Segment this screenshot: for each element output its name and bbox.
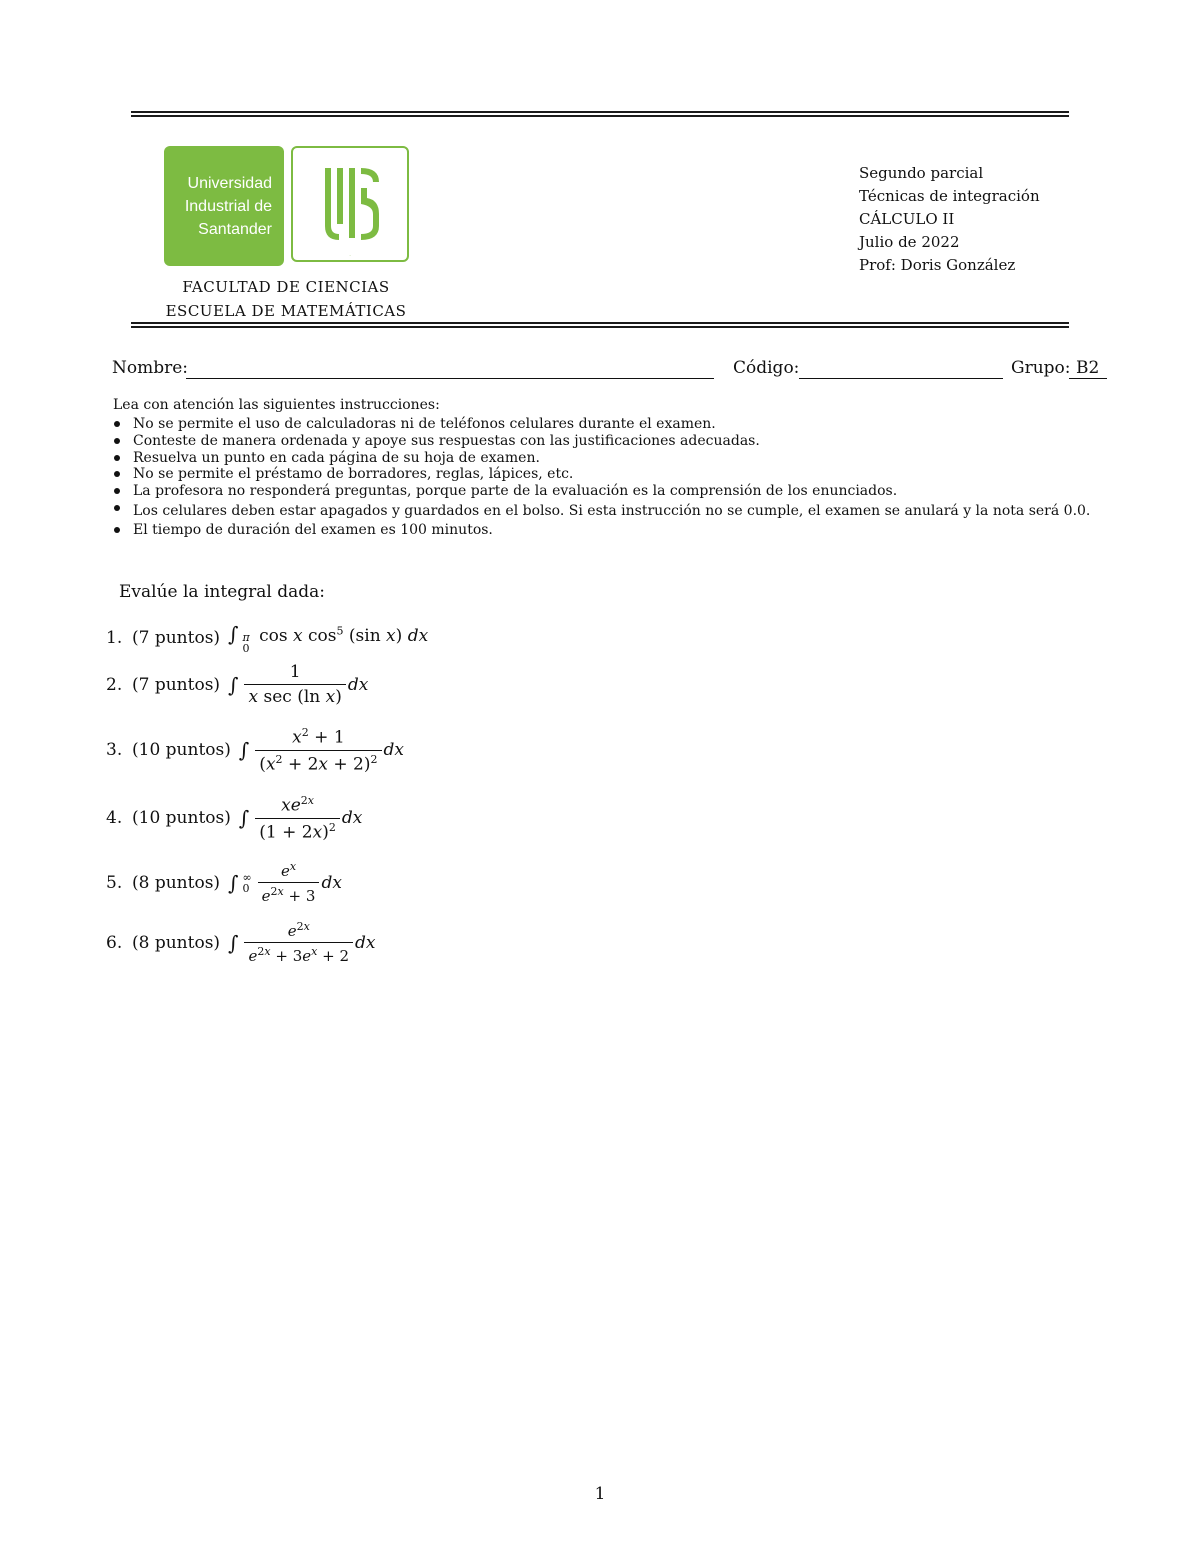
instruction-text: Los celulares deben estar apagados y guardados en el bolso. Si esta instrucción no se cumple, el examen se anulará y la nota será 0.0. <box>133 502 1091 519</box>
instruction-text: El tiempo de duración del examen es 100 minutos. <box>133 521 493 538</box>
instruction-text: No se permite el uso de calculadoras ni de teléfonos celulares durante el examen. <box>133 416 716 432</box>
header-rule-top-1 <box>131 111 1069 113</box>
problem-points: (10 puntos) <box>132 808 231 829</box>
problem-number: 3. <box>106 740 123 761</box>
school-name: ESCUELA DE MATEMÁTICAS <box>165 302 407 320</box>
problem-number: 4. <box>106 808 123 829</box>
problem-points: (7 puntos) <box>132 674 221 695</box>
instruction-text: La profesora no responderá preguntas, porque parte de la evaluación es la comprensión de los enunciados. <box>133 483 898 500</box>
faculty-name: FACULTAD DE CIENCIAS <box>182 278 390 296</box>
uis-emblem-icon <box>293 148 407 260</box>
bullet-icon <box>114 505 120 511</box>
bullet-icon <box>114 471 120 477</box>
instruction-item <box>113 500 1123 522</box>
problem-number: 6. <box>106 932 123 953</box>
exam-meta <box>859 162 1040 277</box>
code-field[interactable] <box>799 378 1003 379</box>
emblem-mark-text: UIS <box>349 256 351 257</box>
problem-points: (8 puntos) <box>132 932 221 953</box>
problem-formula: ∫ ∞ 0 $\frac{e^x}{e^{2x} + 3}$ dx <box>228 860 342 905</box>
problem-3 <box>106 726 404 774</box>
instructions-list <box>113 416 1123 539</box>
university-logo-text <box>162 172 272 241</box>
bullet-icon <box>114 488 120 494</box>
problem-formula: ∫ $\frac{1}{\text{x sec (ln x)}}$ dx <box>228 662 369 707</box>
university-logo <box>164 146 284 266</box>
logo-line-2: Industrial de <box>184 198 272 215</box>
problem-formula: ∫ $\frac{e^{2x}}{e^{2x} + 3e^x + 2}$ dx <box>228 920 376 965</box>
name-label: Nombre: <box>112 358 189 378</box>
uis-emblem <box>291 146 409 262</box>
problem-1 <box>106 622 428 654</box>
header-rule-top-2 <box>131 115 1069 117</box>
instruction-item <box>113 483 1123 500</box>
problem-number: 5. <box>106 872 123 893</box>
problem-number: 2. <box>106 674 123 695</box>
exam-date: Julio de 2022 <box>859 233 960 251</box>
group-label: Grupo: <box>1011 358 1071 378</box>
bullet-icon <box>114 455 120 461</box>
instruction-item <box>113 450 1123 467</box>
exam-topic: Técnicas de integración <box>859 187 1040 205</box>
logo-line-3: Santander <box>198 221 272 238</box>
logo-line-1: Universidad <box>187 175 272 192</box>
problem-formula: ∫ $\frac{x^2 + 1}{(x^2 + 2x + 2)^2}$ dx <box>238 726 404 775</box>
problem-5 <box>106 860 342 905</box>
instruction-item <box>113 416 1123 433</box>
problem-points: (10 puntos) <box>132 740 231 761</box>
instruction-text: No se permite el préstamo de borradores, reglas, lápices, etc. <box>133 466 574 483</box>
problem-number: 1. <box>106 628 123 648</box>
instruction-item <box>113 466 1123 483</box>
problem-formula: ∫ $\frac{xe^{2x}}{(1 + 2x)^2}$ dx <box>238 794 363 843</box>
exam-title: Segundo parcial <box>859 164 984 182</box>
problem-6 <box>106 920 376 965</box>
bullet-icon <box>114 438 120 444</box>
problem-points: (7 puntos) <box>132 628 221 648</box>
header-rule-bottom-1 <box>131 322 1069 324</box>
professor-name: Prof: Doris González <box>859 256 1016 274</box>
instruction-text: Conteste de manera ordenada y apoye sus respuestas con las justificaciones adecuadas. <box>133 432 760 449</box>
group-field[interactable] <box>1069 378 1107 379</box>
problem-2 <box>106 662 368 707</box>
instruction-text: Resuelva un punto en cada página de su hoja de examen. <box>133 449 540 466</box>
problems-prompt: Evalúe la integral dada: <box>119 582 326 602</box>
instructions-title: Lea con atención las siguientes instrucciones: <box>113 397 440 413</box>
problem-points: (8 puntos) <box>132 872 221 893</box>
group-value: B2 <box>1076 358 1100 378</box>
instruction-item <box>113 433 1123 450</box>
code-label: Código: <box>733 358 800 378</box>
course-name: CÁLCULO II <box>859 210 955 228</box>
name-field[interactable] <box>186 378 714 379</box>
header-rule-bottom-2 <box>131 326 1069 328</box>
page-number: 1 <box>594 1484 606 1504</box>
bullet-icon <box>114 527 120 533</box>
instruction-item <box>113 522 1123 539</box>
problem-4 <box>106 794 362 842</box>
bullet-icon <box>114 421 120 427</box>
problem-formula: ∫ π 0 cos x $\cos^5 (\sin$ x) dx <box>228 622 429 655</box>
